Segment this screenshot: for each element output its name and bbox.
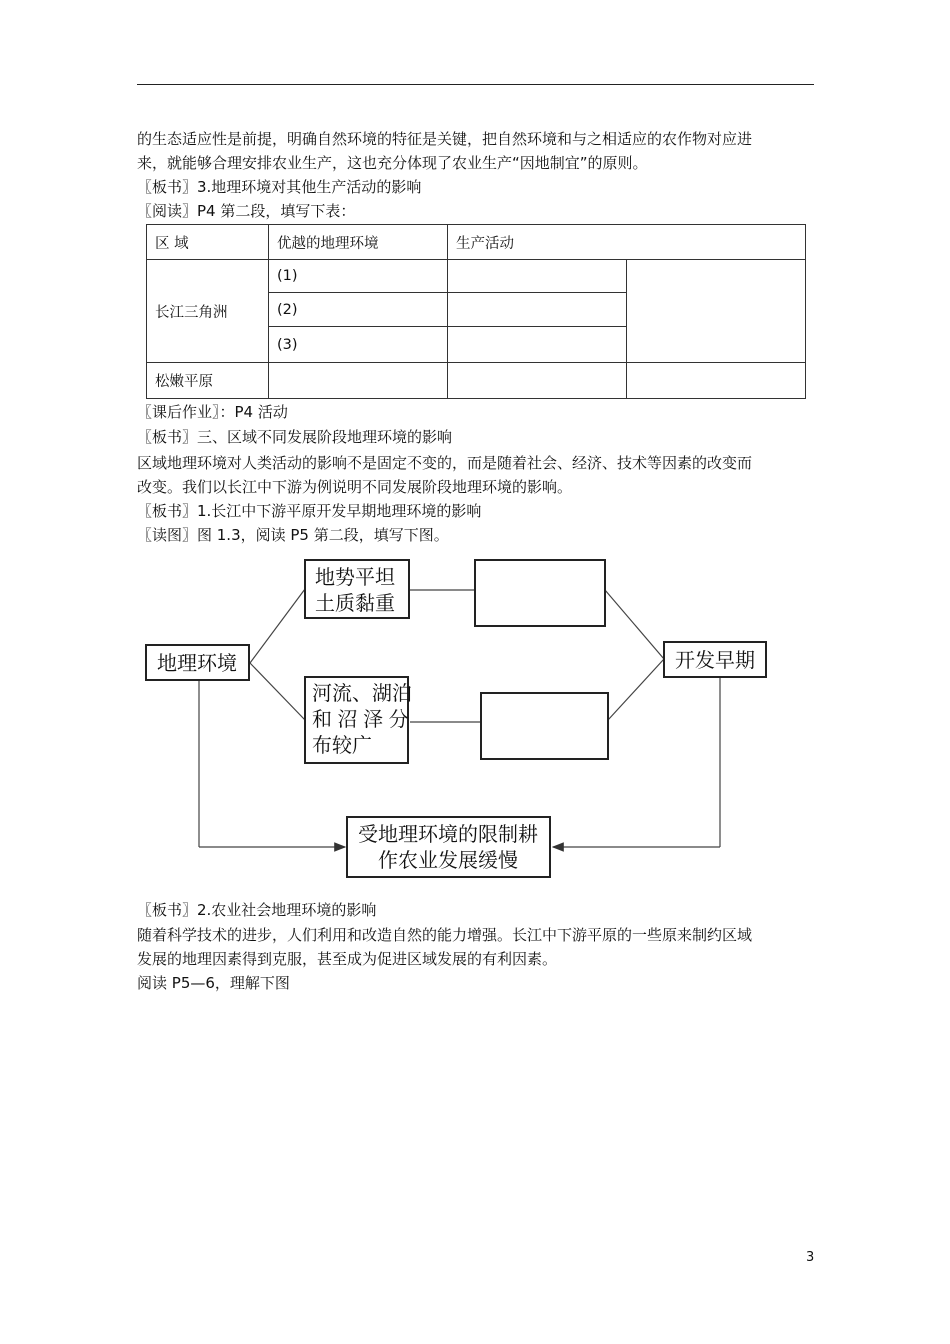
header-environment: 优越的地理环境 — [269, 225, 448, 260]
item-label: (2) — [269, 293, 448, 327]
region-cell: 长江三角洲 — [147, 260, 269, 363]
board-note-heading: 〖板书〗三、区域不同发展阶段地理环境的影响 — [137, 428, 453, 446]
box-terrain-line2: 土质黏重 — [315, 593, 395, 615]
region-cell: 松嫩平原 — [147, 363, 269, 399]
box-terrain-line1: 地势平坦 — [315, 567, 395, 589]
paragraph-text: 发展的地理因素得到克服，甚至成为促进区域发展的有利因素。 — [137, 950, 558, 968]
board-note-heading: 〖板书〗2.农业社会地理环境的影响 — [137, 901, 377, 919]
blank-box-bottom — [481, 693, 608, 759]
reading-instruction: 阅读 P5—6，理解下图 — [137, 974, 290, 992]
box-waters-line3: 布较广 — [312, 735, 372, 757]
board-note-heading: 〖板书〗3.地理环境对其他生产活动的影响 — [137, 178, 422, 196]
box-environment-label: 地理环境 — [157, 653, 237, 675]
paragraph-text: 随着科学技术的进步，人们利用和改造自然的能力增强。长江中下游平原的一些原来制约区域 — [137, 926, 753, 944]
paragraph-text: 的生态适应性是前提，明确自然环境的特征是关键，把自然环境和与之相适应的农作物对应进 — [137, 130, 753, 148]
reading-instruction: 〖阅读〗P4 第二段，填写下表： — [137, 202, 356, 220]
board-note-heading: 〖板书〗1.长江中下游平原开发早期地理环境的影响 — [137, 502, 482, 520]
header-production: 生产活动 — [448, 225, 806, 260]
blank-box-top — [475, 560, 605, 626]
paragraph-text: 来，就能够合理安排农业生产，这也充分体现了农业生产“因地制宜”的原则。 — [137, 154, 648, 172]
header-region: 区 域 — [147, 225, 269, 260]
item-label: (1) — [269, 260, 448, 293]
homework-note: 〖课后作业〗：P4 活动 — [137, 403, 288, 421]
item-label: (3) — [269, 327, 448, 363]
box-result-line2: 作农业发展缓慢 — [378, 850, 518, 872]
box-waters-line1: 河流、湖泊 — [312, 683, 412, 705]
paragraph-text: 改变。我们以长江中下游为例说明不同发展阶段地理环境的影响。 — [137, 478, 573, 496]
reading-instruction: 〖读图〗图 1.3，阅读 P5 第二段，填写下图。 — [137, 526, 449, 544]
page-number: 3 — [806, 1250, 815, 1265]
box-early-stage-label: 开发早期 — [675, 650, 755, 672]
box-result-line1: 受地理环境的限制耕 — [358, 824, 538, 846]
box-waters-line2: 和 沼 泽 分 — [312, 709, 409, 731]
paragraph-text: 区域地理环境对人类活动的影响不是固定不变的，而是随着社会、经济、技术等因素的改变而 — [137, 454, 753, 472]
connector-lines — [199, 589, 720, 847]
